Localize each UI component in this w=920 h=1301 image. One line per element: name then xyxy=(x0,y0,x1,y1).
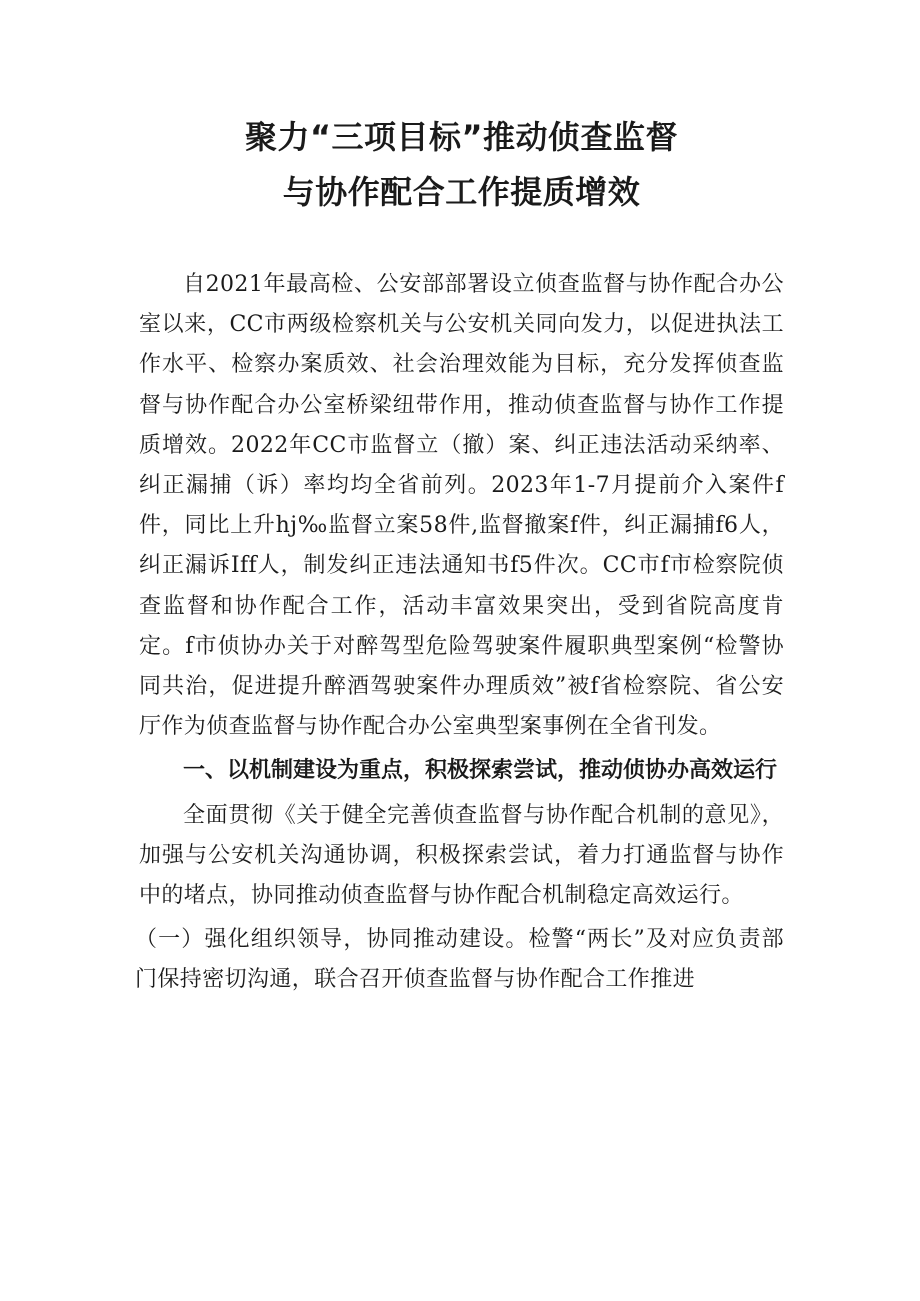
subsection-heading-1: （一）强化组织领导，协同推动建设。检警“两长”及对应负责部门保持密切沟通，联合召开侦查监督与协作配合工作推进 xyxy=(135,927,784,993)
title-line-2: 与协作配合工作提质增效 xyxy=(282,173,641,211)
section-1-paragraph: 全面贯彻《关于健全完善侦查监督与协作配合机制的意见》，加强与公安机关沟通协调，积极探索尝试，着力打通监督与协作中的堵点，协同推动侦查监督与协作配合机制稳定高效运行。 xyxy=(139,802,784,909)
section-heading-1: 一、以机制建设为重点，积极探索尝试，推动侦协办高效运行 xyxy=(183,758,778,784)
intro-paragraph: 自2021年最高检、公安部部署设立侦查监督与协作配合办公室以来，CC市两级检察机关与公安机关同向发力，以促进执法工作水平、检察办案质效、社会治理效能为目标，充分发挥侦查监督与协作配合办公室桥梁纽带作用，推动侦查监督与协作工作提质增效。2022年CC市监督立（撤）案、纠正违法活动采纳率、纠正漏捕（诉）率均均全省前列。2023年1-7月提前介入案件f件，同比上升hj‰监督立案58件,监督撤案f件，纠正漏捕f6人，纠正漏诉Iff人，制发纠正违法通知书f5件次。CC市f市检察院侦查监督和协作配合工作，活动丰富效果突出，受到省院高度肯定。f市侦协办关于对醉驾型危险驾驶案件履职典型案例“检警协同共治，促进提升醉酒驾驶案件办理质效”被f省检察院、省公安厅作为侦查监督与协作配合办公室典型案事例在全省刊发。 xyxy=(139,272,784,740)
title-line-1: 聚力“三项目标”推动侦查监督 xyxy=(244,118,679,156)
document-title xyxy=(139,110,784,220)
